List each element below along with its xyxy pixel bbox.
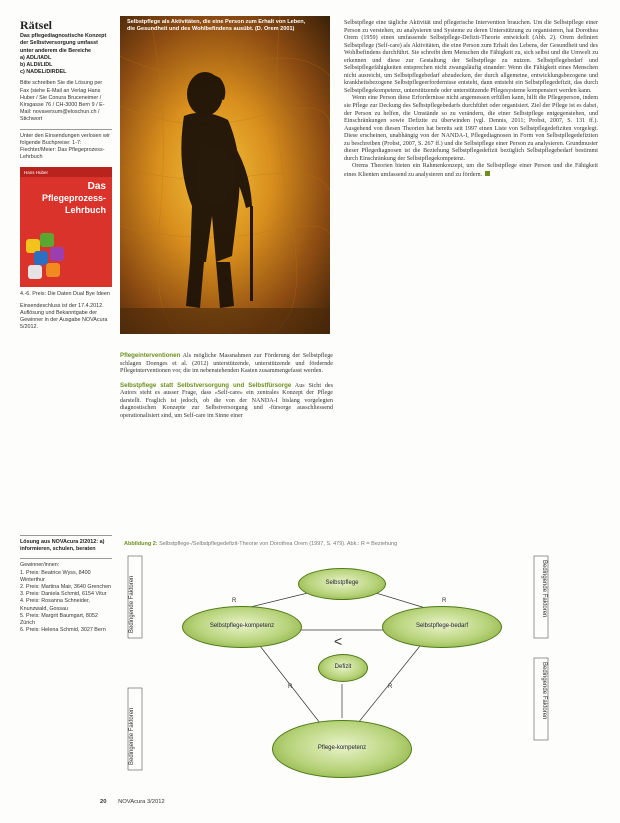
node-selbstpflegekompetenz: Selbstpflege-kompetenz — [182, 606, 302, 648]
figure-caption-text: Selbstpflege-/Selbstpflegedefizit-Theorie von Dorothea Orem (1997, S. 479). Abk.: R = Beziehung — [159, 541, 398, 547]
side-label-left-top: Bedingende Faktoren — [129, 575, 135, 633]
answer-option-a: a) ADL/IADL — [20, 54, 52, 61]
orem-diagram — [120, 538, 556, 795]
deadline-note: Einsendeschluss ist der 17.4.2012. Auflösung und Bekanntgabe der Gewinner in der Ausgabe NOVAcura 5/2012. — [20, 302, 108, 331]
puzzle-piece-icon — [40, 233, 54, 247]
article-right-column — [344, 20, 598, 179]
solution-box — [20, 530, 112, 634]
book-caption: 4.-6. Preis: Die Daten Dual Bye Ideen — [20, 291, 110, 298]
winner-item: 3. Preis: Daniela Schmid, 6154 Vitur — [20, 591, 107, 598]
article-left-column — [120, 352, 333, 420]
winner-item: 6. Preis: Helena Schmid, 3027 Bern — [20, 627, 106, 634]
relation-label-bottom-left: R — [288, 684, 293, 690]
puzzle-piece-icon — [46, 263, 60, 277]
body-paragraph — [120, 352, 333, 376]
section-subhead: Pflegeinterventionen — [120, 352, 181, 359]
side-label-right-top: Bedingende Faktoren — [541, 560, 547, 618]
prize-intro: Unter den Einsendungen verlosen wir folgende Buchpreise: 1-7: Fiechter/Meier: Das Pflegeprozess-Lehrbuch — [20, 132, 110, 161]
book-title-line-1: Das — [87, 181, 106, 193]
winner-item: 1. Preis: Beatrice Wyss, 8400 Winterthur — [20, 569, 91, 583]
puzzle-piece-icon — [28, 265, 42, 279]
answer-option-c: c) NADEL/DIRDEL — [20, 69, 67, 76]
relation-label-bottom-right: R — [388, 684, 393, 690]
winner-item: 5. Preis: Margrit Baumgart, 8052 Zürich — [20, 612, 98, 627]
solution-heading: Lösung aus NOVAcura 2/2012: a) informieren, schulen, beraten — [20, 539, 105, 553]
body-paragraph: Wenn eine Person diese Erfordernisse nicht angemessen erfüllen kann, hilft die Pflegeperson, indem sie Pflege zur Deckung des Selbstpflegebedarfs durchführt oder organisiert. Ziel der Pflege ist es dabei, der Person zu helfen, die Umstände so zu verändern, die einer Selbstpflege entgegenstehen, und Einschränkungen sowie Defizite zu überwinden (vgl. Dennis, 2011; Probst, 2007, S. 131 ff.). Ausgehend von diesen Theorien hat bereits seit 1997 einen Liste von Selbstpflegedefiziten vorgelegt. Diese erscheinen, unabhängig von der NANDA-I, Pflegediagnosen in Form von Selbstpflegedefiziten zu beschreiben (Probst, 2007, S. 267 ff.) und die Selbstpflege einer Person zu analysieren. Grundmuster dieser Pflegediagnosen ist die Beziehung Selbstpflegedefizit bezüglich Selbstpflegebedarf bestimmt durch Einschränkung der Selbstpflegekompetenz. — [344, 95, 598, 162]
end-mark-icon — [485, 171, 490, 176]
book-cover — [20, 167, 112, 287]
divider — [20, 535, 112, 536]
photo-caption: Selbstpflege als Aktivitäten, die eine Person zum Erhalt von Leben, die Gesundheit und des Wohlbefindens ausübt. (D. Orem 2001) — [127, 19, 306, 32]
journal-issue: NOVAcura 3/2012 — [118, 799, 165, 805]
node-selbstpflegebedarf: Selbstpflege-bedarf — [382, 606, 502, 648]
node-pflegekompetenz: Pflege-kompetenz — [272, 720, 412, 778]
relation-label-left: R — [232, 598, 237, 604]
body-paragraph — [120, 382, 333, 421]
node-defizit: Defizit — [318, 654, 368, 682]
less-than-symbol: < — [334, 633, 343, 649]
puzzle-question: Das pflegediagnostische Konzept der Selbstversorgung umfasst unter anderem die Bereiche — [20, 33, 107, 54]
book-title-line-3: Lehrbuch — [64, 205, 106, 216]
sidebar-title: Rätsel — [20, 18, 52, 32]
silhouette-illustration — [120, 16, 330, 334]
winner-item: 4. Preis: Rosanna Schneider, Knunzwald, Gossau — [20, 598, 90, 612]
paragraph-text: Als mögliche Massnahmen zur Förderung der Selbstpflege schlagen Doenges et al. (2012) unterstützende, unterstützende und fördernde Pflegeinterventionen vor, die im nebenstehenden Kasten zusammengefasst werden. — [120, 353, 334, 375]
puzzle-sidebar — [20, 18, 112, 331]
book-title-line-2: Pflegeprozess- — [41, 193, 106, 204]
submission-instructions: Bitte schreiben Sie die Lösung per Fax (siehe E-Mail an Verlag Hans Huber / Sie Conura Bruceneimer / Kirsgasse 76 / CH-3000 Bern 9 / E-Mail: novaversum@eloschun.ch / Stichwort — [20, 80, 105, 123]
closing-paragraph: Orems Theorien bieten ein Rahmenkonzept, um die Selbstpflege einer Person und die Fähigkeit eines Klienten umfassend zu analysieren und zu fördern. — [344, 163, 598, 178]
relation-label-right: R — [442, 598, 447, 604]
answer-option-b: b) ALDI/LIDL — [20, 62, 53, 69]
node-selbstpflege: Selbstpflege — [298, 568, 386, 600]
book-publisher: Hans Huber — [24, 170, 49, 176]
figure-label: Abbildung 2: — [124, 541, 158, 547]
side-label-right-bottom: Bedingende Faktoren — [541, 662, 547, 720]
divider — [20, 558, 112, 559]
puzzle-piece-icon — [50, 247, 64, 261]
winners-heading: Gewinner/innen: — [20, 562, 60, 569]
section-subhead: Selbstpflege statt Selbstversorgung und Selbstfürsorge — [120, 381, 292, 389]
body-paragraph — [344, 163, 598, 179]
paragraph-text: Aus Sicht des Autors steht es ausser Frage, dass «Self-care» ein zentrales Konzept der Pflege darstellt. Fraglich ist jedoch, ob die von der NANDA-I bislang vorgelegten diagnostischen Konzepte zur Selbstversorgung und -fürsorge ausschliessend operationalisiert sind, um Self-care im Sinne einer — [120, 382, 334, 419]
page-number: 20 — [100, 799, 107, 805]
divider — [20, 129, 112, 130]
side-label-left-bottom: Bedingende Faktoren — [129, 707, 135, 765]
winner-item: 2. Preis: Martina Mair, 3640 Grenchen — [20, 584, 112, 591]
silhouette-photo — [120, 16, 330, 334]
page-footer — [100, 799, 165, 805]
body-paragraph: Selbstpflege eine tägliche Aktivität und pflegerische Intervention brauchen. Um die Selbstpflege einer Person zu verstehen, zu analysieren und Systeme zu deren Unterstützung zu organisieren, hat Dorothea Orem (1959) einen umfassende Selbstpflege-Defizit-Theorie entwickelt (Abb. 2). Orem definiert Selbstpflege (Self-care) als Aktivitäten, die eine Person zum Erhalt des Lebens, der Gesundheit und des Wohlbefindens durchführt. Sie schreibt dem Menschen die Fähigkeit zu, sich selbst und die Umwelt zu erkennen und diese zur Gestaltung der Selbstpflege zu nutzen. Selbstpflegebedarf und Selbstpflegefähigkeiten entsprechen nicht zwangsläufig einander: Wenn die Fähigkeit eines Menschen nicht ausreicht, um Selbstpflegebedarf abzudecken, der durch allgemeine, entwicklungsbezogene und krankheitsbezogene Selbstpflegeerfordernisse entsteht, dann entsteht ein Selbstpflegedefizit, das durch Selbstpflegekompetenz, unterstützende oder unterstützende Pflegesysteme kompensiert werden kann. — [344, 20, 598, 94]
